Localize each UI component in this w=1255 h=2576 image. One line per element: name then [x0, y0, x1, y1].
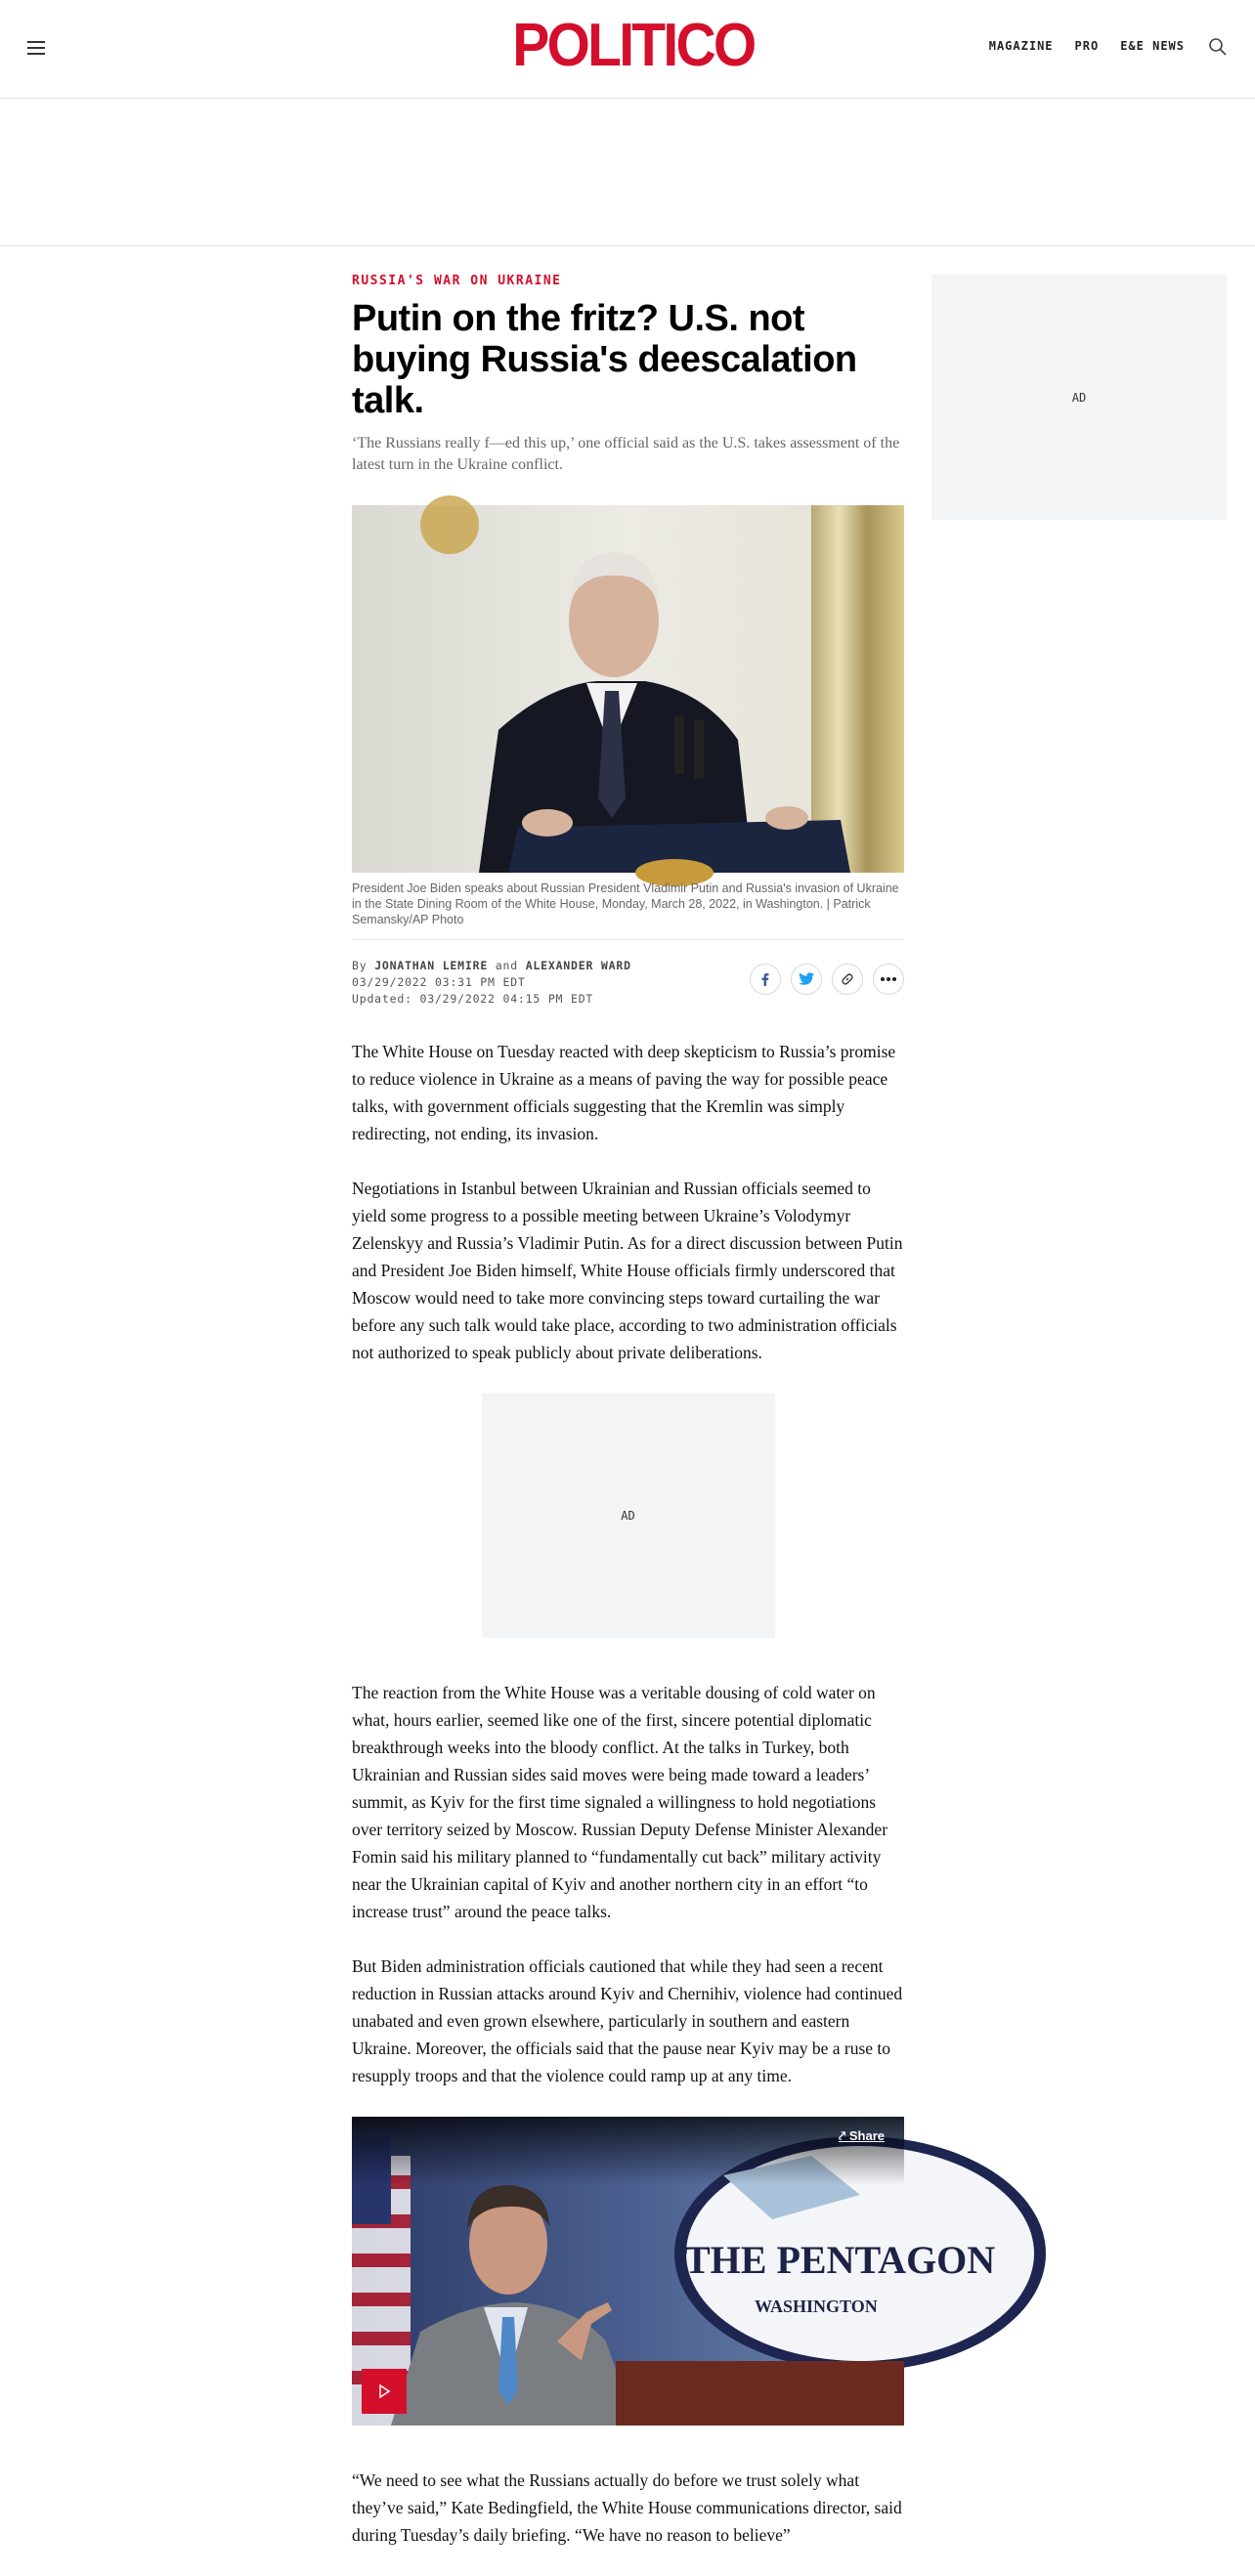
published-timestamp: 03/29/2022 03:31 PM EDT — [352, 975, 526, 989]
inline-ad[interactable]: AD — [482, 1394, 775, 1638]
nav-magazine[interactable]: MAGAZINE — [988, 39, 1054, 53]
top-nav — [989, 39, 1185, 53]
paragraph: But Biden administration officials cautioned that while they had seen a recent reduction in Russian attacks around Kyiv and Chernihiv, violence had continued unabated and even grown elsewhere, particularly in southern and eastern Ukraine. Moreover, the officials said that the pause near Kyiv may be a ruse to resupply troops and that the violence could ramp up at any time. — [352, 1956, 903, 2085]
article-dek: ‘The Russians really f—ed this up,’ one official said as the U.S. takes assessment of the latest turn in the Ukraine conflict. — [352, 435, 900, 473]
play-button[interactable] — [362, 2369, 407, 2414]
paragraph: “We need to see what the Russians actually do before we trust solely what they’ve said,” Kate Bedingfield, the White House communications director, said during Tuesday’s daily briefing. “We have no reason to believe” — [352, 2470, 902, 2545]
top-ad-slot — [0, 99, 1255, 246]
paragraph: The reaction from the White House was a veritable dousing of cold water on what, hours earlier, seemed like one of the first, sincere potential diplomatic breakthrough weeks into the bloody conflict. At the talks in Turkey, both Ukrainian and Russian sides said moves were being made toward a leaders’ summit, as Kyiv for the first time signaled a willingness to hold negotiations over territory seized by Moscow. Russian Deputy Defense Minister Alexander Fomin said his military planned to “fundamentally cut back” military activity near the Ukrainian capital of Kyiv and another northern city in an effort “to increase trust” around the peace talks. — [352, 1683, 888, 1921]
article-body — [352, 1038, 996, 2549]
politico-logo[interactable]: POLITICO — [512, 12, 755, 79]
article — [352, 246, 996, 2576]
facebook-icon — [758, 972, 772, 986]
video-player[interactable] — [352, 2117, 996, 2426]
nav-ee-news[interactable]: E&E NEWS — [1120, 39, 1185, 53]
author-link[interactable]: ALEXANDER WARD — [525, 959, 631, 972]
share-icon: ⤤ — [838, 2128, 849, 2143]
byline-row — [352, 958, 904, 1009]
author-link[interactable]: JONATHAN LEMIRE — [374, 959, 489, 972]
image-caption: President Joe Biden speaks about Russian President Vladimir Putin and Russia's invasion of Ukraine in the State Dining Room of the White House, Monday, March 28, 2022, in Washington. | Patrick Semansky/AP Photo — [352, 880, 904, 940]
play-icon — [376, 2383, 392, 2399]
twitter-share-button[interactable] — [791, 964, 822, 995]
video-share-button[interactable] — [839, 2128, 885, 2144]
right-rail-ad[interactable]: AD — [931, 275, 1227, 520]
article-headline: Putin on the fritz? U.S. not buying Russia's deescalation talk. — [352, 298, 857, 421]
video-thumbnail — [352, 2117, 996, 2426]
video-share-label: Share — [848, 2128, 885, 2143]
link-icon — [841, 972, 854, 986]
seal-title: THE PENTAGON — [684, 2238, 996, 2282]
nav-pro[interactable]: PRO — [1074, 39, 1100, 53]
share-icons — [750, 964, 904, 995]
menu-icon[interactable] — [27, 41, 45, 55]
more-share-button[interactable] — [873, 964, 904, 995]
lead-image — [352, 505, 904, 873]
search-icon[interactable] — [1208, 37, 1228, 57]
more-icon — [881, 977, 896, 981]
seal-subtitle: WASHINGTON — [755, 2297, 878, 2316]
paragraph: Negotiations in Istanbul between Ukrainian and Russian officials seemed to yield some progress to a possible meeting between Ukraine’s Volodymyr Zelenskyy and Russia’s Vladimir Putin. As for a direct discussion between Putin and President Joe Biden himself, White House officials firmly underscored that Moscow would need to take more convincing steps toward curtailing the war before any such talk would take place, according to two administration officials not authorized to speak publicly about private deliberations. — [352, 1179, 903, 1362]
paragraph: The White House on Tuesday reacted with deep skepticism to Russia’s promise to reduce violence in Ukraine as a means of paving the way for possible peace talks, with government officials suggesting that the Kremlin was simply redirecting, not ending, its invasion. — [352, 1042, 896, 1143]
byline-and: and — [495, 959, 518, 972]
site-header — [0, 0, 1255, 99]
article-kicker[interactable]: RUSSIA'S WAR ON UKRAINE — [352, 274, 562, 288]
twitter-icon — [799, 972, 814, 986]
copy-link-button[interactable] — [832, 964, 863, 995]
byline-by: By — [352, 959, 368, 972]
updated-timestamp: Updated: 03/29/2022 04:15 PM EDT — [352, 992, 594, 1006]
facebook-share-button[interactable] — [750, 964, 781, 995]
